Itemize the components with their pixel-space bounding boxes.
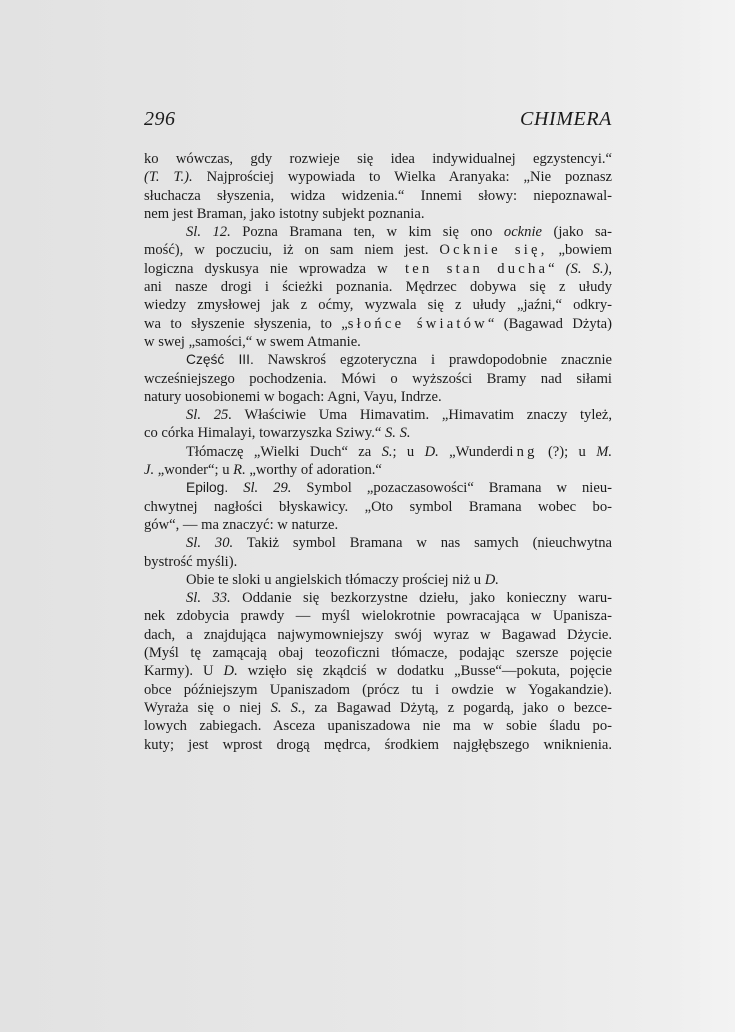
italic-reference: Sl. 25. <box>186 407 232 424</box>
spaced-emphasis: Ocknie się, <box>439 242 548 259</box>
text-line <box>144 516 612 534</box>
italic-reference: Sl. 12. <box>186 224 231 241</box>
text-line <box>144 278 612 296</box>
text-segment: logiczna dyskusya nie wprowadza <box>144 260 378 277</box>
text-line <box>144 443 612 461</box>
italic-reference: D. <box>223 663 238 680</box>
text-line <box>144 223 612 241</box>
section-heading: Część III. <box>186 352 254 368</box>
text-segment: „wonder“; u <box>154 462 234 479</box>
text-segment: Właściwie Uma Himavatim. „Himavatim znaczy tyleż, <box>231 407 612 424</box>
italic-reference: (S. S.) <box>565 260 609 277</box>
text-line <box>144 461 612 479</box>
text-line <box>144 553 612 571</box>
text-segment: w swej „samości,“ w swem Atmanie. <box>144 333 361 350</box>
text-line <box>144 315 612 333</box>
text-line <box>144 205 612 223</box>
book-page <box>144 108 612 754</box>
text-segment: wcześniejszego pochodzenia. Mówi o wyższości Bramy nad siłami <box>144 370 612 387</box>
text-segment: nem jest Braman, jako istotny subjekt poznania. <box>144 205 425 222</box>
text-line <box>144 351 612 369</box>
text-line <box>144 168 612 186</box>
text-segment: Wyraża się o niej <box>144 699 271 716</box>
text-segment: gów“, — ma znaczyć: w naturze. <box>144 516 339 533</box>
text-segment: Nawskroś egzoteryczna i prawdopodobnie znacznie <box>253 352 612 369</box>
text-line <box>144 241 612 259</box>
text-segment: obce późniejszym Upaniszadom (prócz tu i owdzie w Yogakandzie). <box>144 681 612 698</box>
text-segment: Karmy). U <box>144 663 224 680</box>
text-segment: bystrość myśli). <box>144 553 238 570</box>
page-number: 296 <box>144 108 176 130</box>
section-heading: Epilog. <box>186 480 229 496</box>
italic-reference: Sl. 30. <box>186 535 234 552</box>
text-segment: (?); u <box>537 443 597 460</box>
text-segment: „worthy of adoration.“ <box>245 462 382 479</box>
text-segment: „bowiem <box>547 242 612 259</box>
text-line <box>144 187 612 205</box>
text-segment <box>228 480 243 496</box>
text-line <box>144 699 612 717</box>
italic-reference: Sl. 33. <box>186 590 231 607</box>
text-line <box>144 406 612 424</box>
text-line <box>144 370 612 388</box>
italic-reference: S. S. <box>270 699 302 716</box>
text-line <box>144 498 612 516</box>
text-segment: Oddanie się bezkorzystne dziełu, jako konieczny waru- <box>230 590 612 607</box>
text-segment: (jako sa- <box>542 224 612 241</box>
text-line <box>144 736 612 754</box>
text-segment: ani nasze drogi i ścieżki poznania. Mędrzec dobywa się z ułudy <box>144 279 612 296</box>
text-segment: Obie te sloki u angielskich tłómaczy prościej niż u <box>186 571 485 588</box>
text-line <box>144 333 612 351</box>
text-segment: chwytnej nagłości błyskawicy. „Oto symbol Bramana wobec bo- <box>144 498 612 515</box>
text-line <box>144 388 612 406</box>
text-segment: wa to słyszenie słyszenia, to „ <box>144 315 348 332</box>
text-segment: ; u <box>392 443 425 460</box>
text-segment: (Myśl tę zamącają obaj teozoficzni tłómacze, podając szersze pojęcie <box>144 645 612 662</box>
text-segment: “ (Bagawad Dżyta) <box>487 315 612 332</box>
italic-reference: D. <box>424 443 439 460</box>
running-title: CHIMERA <box>520 108 612 130</box>
italic-reference: Sl. 29. <box>243 480 292 497</box>
text-segment: wiedzy zmysłowej jak z oćmy, wyzwala się z ułudy „jaźni,“ odkry- <box>144 297 612 314</box>
text-segment: Najprościej wypowiada to Wielka Aranyaka: „Nie poznasz <box>192 169 612 186</box>
text-line <box>144 150 612 168</box>
text-line <box>144 717 612 735</box>
text-segment: natury uosobionemi w bogach: Agni, Vayu, Indrze. <box>144 388 442 405</box>
italic-reference: S. <box>381 443 393 460</box>
text-segment: ko wówczas, gdy rozwieje się idea indywidualnej egzystencyi.“ <box>144 151 612 167</box>
text-segment: mość), w poczuciu, iż on sam niem jest. <box>144 242 440 259</box>
text-line <box>144 479 612 497</box>
text-line <box>144 644 612 662</box>
text-line <box>144 534 612 552</box>
italic-reference: R. <box>233 462 246 479</box>
italic-reference: (T. T.). <box>144 169 193 186</box>
text-line <box>144 296 612 314</box>
text-segment: „Wunderd <box>438 443 510 460</box>
text-segment: nek zdobycia prawdy — myśl wielokrotnie powracająca w Upanisza- <box>144 608 612 625</box>
text-segment: Symbol „pozaczasowości“ Bramana w nieu- <box>291 480 612 497</box>
text-segment: Pozna Bramana ten, w kim się ono <box>230 224 504 241</box>
text-line <box>144 571 612 589</box>
text-segment: Takiż symbol Bramana w nas samych (nieuchwytna <box>233 535 612 552</box>
text-segment: dach, a znajdująca najwymowniejszy swój wyraz w Bagawad Dżycie. <box>144 626 612 643</box>
text-line <box>144 662 612 680</box>
spaced-emphasis: ing <box>509 443 538 460</box>
text-segment: Tłómaczę „Wielki Duch“ za <box>186 443 382 460</box>
text-segment: , za Bagawad Dżytą, z pogardą, jako o bezce- <box>301 699 612 716</box>
text-segment: słuchacza słyszenia, widza widzenia.“ Innemi słowy: niepoznawal- <box>144 187 612 204</box>
text-line <box>144 681 612 699</box>
text-line <box>144 260 612 278</box>
italic-reference: ocknie <box>503 224 542 241</box>
text-segment: , <box>608 260 612 277</box>
italic-reference: D. <box>484 571 499 588</box>
text-segment: “ <box>548 260 566 277</box>
text-line <box>144 589 612 607</box>
text-line <box>144 607 612 625</box>
text-segment: wzięło się zkądciś w dodatku „Busse“—pokuta, pojęcie <box>237 663 612 680</box>
text-segment: co córka Himalayi, towarzyszka Sziwy.“ <box>144 425 385 442</box>
text-segment: kuty; jest wprost drogą mędrca, środkiem najgłębszego wniknienia. <box>144 736 612 753</box>
page-header <box>144 108 612 136</box>
spaced-emphasis: słońce światów <box>347 315 488 332</box>
italic-reference: S. S. <box>384 425 411 442</box>
italic-reference: M. <box>596 443 612 460</box>
text-line <box>144 424 612 442</box>
body-text <box>144 150 612 754</box>
text-line <box>144 626 612 644</box>
italic-reference: J. <box>144 462 155 479</box>
spaced-emphasis: w ten stan ducha <box>377 260 549 277</box>
text-segment: lowych zabiegach. Asceza upaniszadowa nie ma w sobie śladu po- <box>144 718 612 735</box>
